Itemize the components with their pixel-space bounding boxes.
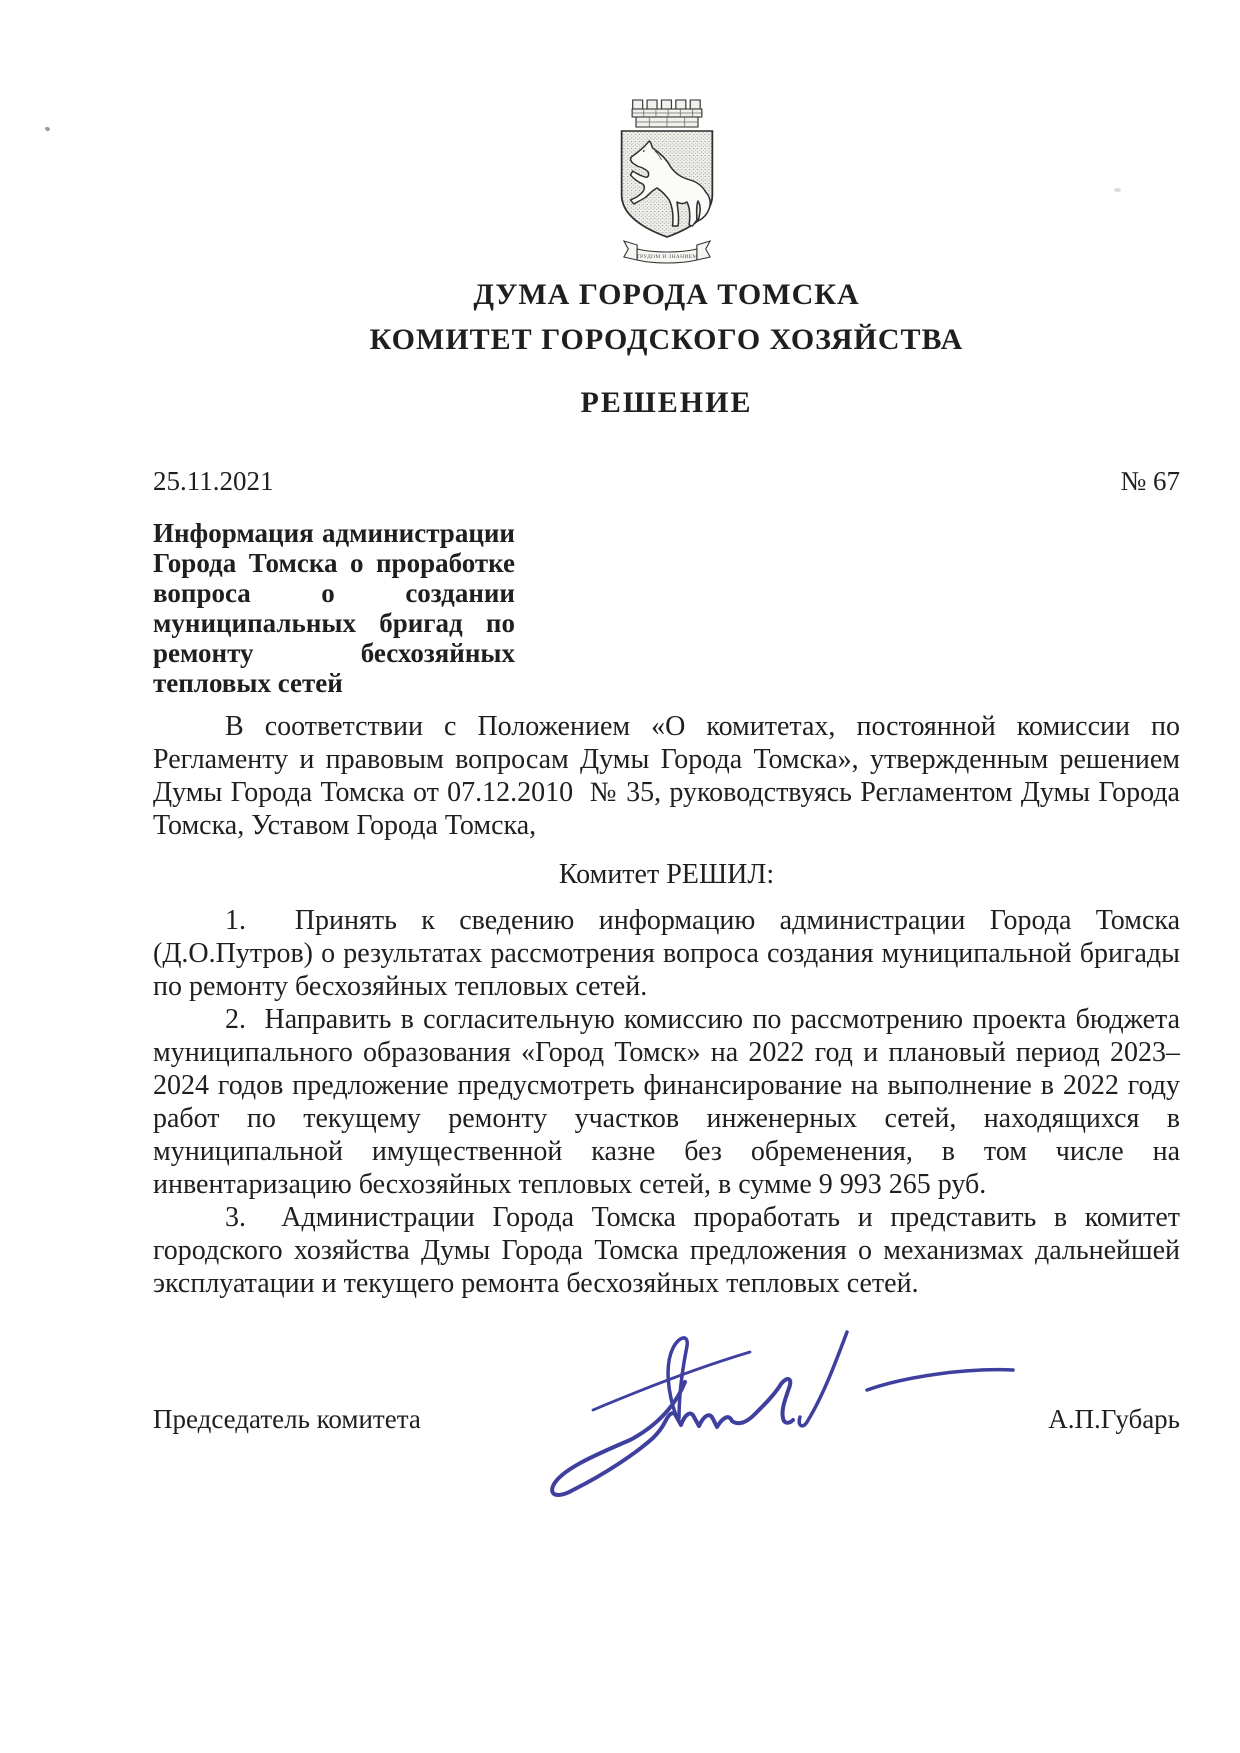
committee-title: КОМИТЕТ ГОРОДСКОГО ХОЗЯЙСТВА: [369, 323, 964, 356]
document-date: 25.11.2021: [153, 466, 274, 496]
scan-speck: [1114, 188, 1121, 192]
organization-title: ДУМА ГОРОДА ТОМСКА: [473, 278, 860, 311]
subject-line: тепловых сетей: [153, 668, 343, 698]
scan-speck: [44, 126, 50, 132]
resolution-item-3: 3. Администрации Города Томска проработать и представить в комитет городского хозяйства Думы Города Томска предложения о механизмах дальнейшей эксплуатации и текущего ремонта бесхозяйных тепловых сетей.: [153, 1202, 1180, 1299]
mural-crown-icon: [632, 100, 702, 127]
document-number: № 67: [1120, 466, 1180, 496]
document-type-title: РЕШЕНИЕ: [580, 386, 753, 419]
tomsk-coat-of-arms-icon: [615, 95, 719, 267]
resolution-heading: Комитет РЕШИЛ:: [558, 859, 775, 890]
resolution-item-2: 2. Направить в согласительную комиссию по рассмотрению проекта бюджета муниципального образования «Город Томск» на 2022 год и плановый период 2023–2024 годов предложение предусмотреть финансирование на выполнение в 2022 году работ по текущему ремонту участков инженерных сетей, находящихся в муниципальной имущественной казне без обременения, в том числе на инвентаризацию бесхозяйных тепловых сетей, в сумме 9 993 265 руб.: [153, 1004, 1180, 1200]
subject-line: муниципальных бригад по: [153, 608, 515, 638]
resolution-item-1: 1. Принять к сведению информацию администрации Города Томска (Д.О.Путров) о результатах рассмотрения вопроса создания муниципальной бригады по ремонту бесхозяйных тепловых сетей.: [153, 905, 1180, 1002]
meta-row: [153, 466, 1180, 497]
subject-line: Информация администрации: [153, 518, 515, 548]
subject-line: Города Томска о проработке: [153, 548, 515, 578]
preamble-paragraph: В соответствии с Положением «О комитетах, постоянной комиссии по Регламенту и правовым вопросам Думы Города Томска», утвержденным решением Думы Города Томска от 07.12.2010 № 35, руководствуясь Регламентом Думы Города Томска, Уставом Города Томска,: [153, 711, 1180, 841]
motto-text: ТРУДОМ И ЗНАНИЕМ: [636, 254, 698, 260]
subject-block: [153, 518, 515, 698]
document-body: [153, 710, 1180, 1300]
subject-line: вопроса о создании: [153, 578, 515, 608]
signatory-title: Председатель комитета: [153, 1404, 421, 1434]
handwritten-signature-icon: [535, 1322, 1025, 1512]
signatory-name: А.П.Губарь: [1048, 1404, 1180, 1434]
subject-line: ремонту бесхозяйных: [153, 638, 515, 668]
